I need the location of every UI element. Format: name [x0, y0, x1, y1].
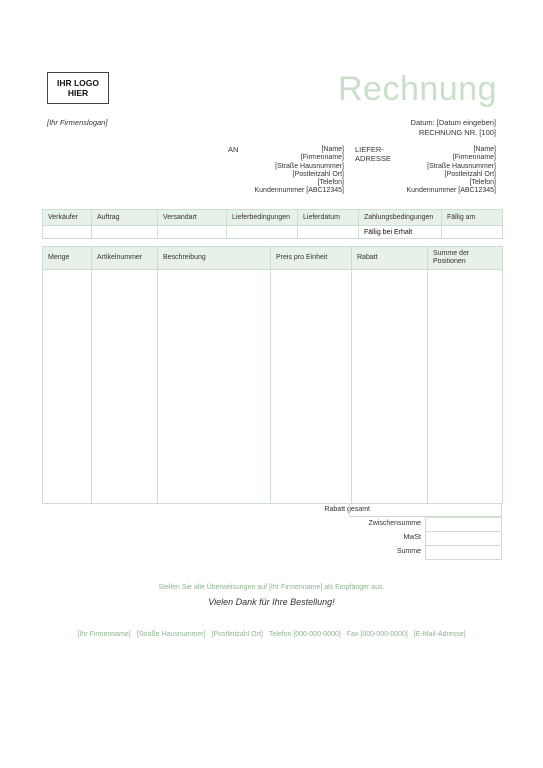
cell-delivery-terms[interactable] — [227, 226, 298, 239]
total-row — [42, 545, 502, 559]
header-discount: Rabatt — [352, 247, 428, 270]
to-company: [Firmenname] — [300, 154, 344, 162]
footer-fax: Fax [000-000-0000] — [346, 631, 408, 638]
ship-label-line2: ADRESSE — [355, 153, 391, 163]
order-table-header-row — [43, 210, 503, 226]
cell-shipping-method[interactable] — [158, 226, 227, 239]
invoice-date: Datum: [Datum eingeben] — [410, 118, 496, 127]
total-value[interactable] — [425, 545, 502, 560]
line-items-table — [42, 246, 503, 504]
header-payment-terms: Zahlungsbedingungen — [359, 210, 442, 226]
cell-payment-terms[interactable]: Fällig bei Erhalt — [359, 226, 442, 239]
items-table-header-row — [43, 247, 503, 270]
footer-phone: Telefon [000-000-0000] — [268, 631, 341, 638]
items-table-body-row — [43, 270, 503, 504]
article-number-column[interactable] — [92, 270, 158, 504]
transfer-note: Stellen Sie alle Überweisungen auf [Ihr Firmenname] als Empfänger aus. — [158, 584, 385, 591]
total-discount-value[interactable] — [349, 503, 502, 517]
description-column[interactable] — [158, 270, 271, 504]
logo-text-line2: HIER — [67, 88, 89, 98]
tax-row — [42, 531, 502, 545]
header-unit-price: Preis pro Einheit — [271, 247, 352, 270]
tax-value[interactable] — [425, 531, 502, 546]
footer-street: [Straße Hausnummer] — [136, 631, 206, 638]
header-due-date: Fällig am — [442, 210, 503, 226]
invoice-title: Rechnung — [337, 70, 497, 108]
to-phone: [Telefon] — [317, 179, 344, 187]
tax-label: MwSt — [403, 534, 421, 541]
to-name: [Name] — [321, 146, 344, 153]
invoice-meta — [411, 118, 496, 137]
logo-placeholder — [47, 72, 109, 104]
company-slogan: [Ihr Firmenslogan] — [47, 118, 108, 127]
to-label: AN — [228, 145, 239, 154]
ship-label-line1: LIEFER- — [355, 145, 384, 154]
footer-company: [Ihr Firmenname] — [77, 631, 131, 638]
header-delivery-terms: Lieferbedingungen — [227, 210, 298, 226]
header-quantity: Menge — [43, 247, 92, 270]
subtotal-label: Zwischensumme — [368, 520, 421, 527]
subtotal-value[interactable] — [425, 517, 502, 532]
header-order: Auftrag — [92, 210, 158, 226]
discount-column[interactable] — [352, 270, 428, 504]
order-info-table — [42, 209, 503, 239]
header-delivery-date: Lieferdatum — [298, 210, 359, 226]
order-table-row — [43, 226, 503, 239]
ship-phone: [Telefon] — [469, 179, 496, 187]
to-customer-number: Kundennummer [ABC12345] — [254, 187, 344, 195]
footer-city: [Postleitzahl Ort] — [211, 631, 263, 638]
invoice-number: RECHNUNG NR. [100] — [418, 127, 496, 137]
footer-email[interactable]: [E-Mail-Adresse] — [413, 631, 466, 638]
quantity-column[interactable] — [43, 270, 92, 504]
header-article-number: Artikelnummer — [92, 247, 158, 270]
cell-order[interactable] — [92, 226, 158, 239]
header-shipping-method: Versandart — [158, 210, 227, 226]
header-seller: Verkäufer — [43, 210, 92, 226]
cell-delivery-date[interactable] — [298, 226, 359, 239]
thank-you-note: Vielen Dank für Ihre Bestellung! — [208, 597, 335, 607]
to-address — [214, 146, 344, 196]
header-line-total: Summe der Positionen — [428, 247, 503, 270]
logo-text-line1: IHR LOGO — [56, 78, 100, 88]
ship-address — [366, 146, 496, 196]
ship-city: [Postleitzahl Ort] — [444, 170, 496, 178]
total-discount-row — [42, 503, 502, 517]
subtotal-row — [42, 517, 502, 531]
company-footer — [0, 631, 543, 638]
ship-street: [Straße Hausnummer] — [427, 162, 496, 170]
unit-price-column[interactable] — [271, 270, 352, 504]
header-description: Beschreibung — [158, 247, 271, 270]
to-city: [Postleitzahl Ort] — [292, 170, 344, 178]
total-label: Summe — [396, 548, 421, 555]
line-total-column[interactable] — [428, 270, 503, 504]
ship-name: [Name] — [473, 146, 496, 153]
ship-company: [Firmenname] — [452, 154, 496, 162]
to-street: [Straße Hausnummer] — [275, 162, 344, 170]
ship-customer-number: Kundennummer [ABC12345] — [406, 187, 496, 195]
cell-due-date[interactable] — [442, 226, 503, 239]
cell-seller[interactable] — [43, 226, 92, 239]
total-discount-label: Rabatt gesamt — [324, 506, 370, 513]
